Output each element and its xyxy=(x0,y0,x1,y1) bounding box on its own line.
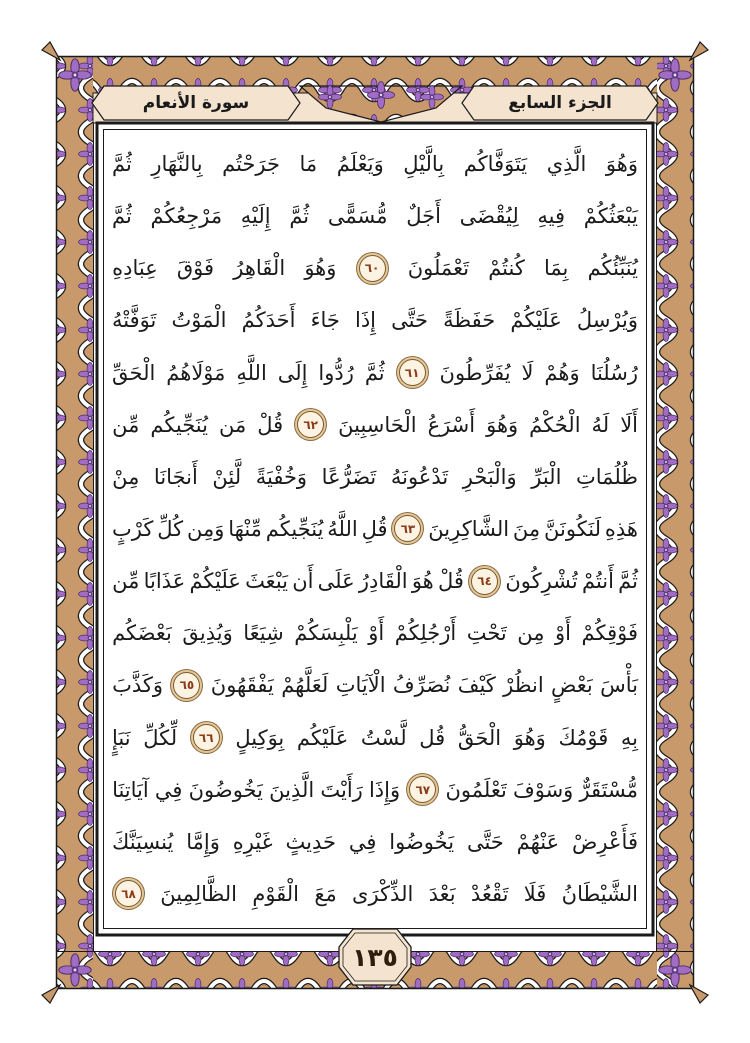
quran-word: مُّسْتَقَرٌّ xyxy=(579,777,638,802)
quran-word: الْحَقِّ xyxy=(112,360,156,385)
quran-word: وَهُوَ xyxy=(513,725,546,750)
quran-word: هُوَ xyxy=(411,569,434,594)
quran-word: الْمَوْتُ xyxy=(171,308,227,333)
quran-word: شِيَعًا xyxy=(243,621,284,646)
quran-word: الَّذِي xyxy=(546,152,587,176)
quran-word: إِلَيْهِ xyxy=(240,204,271,229)
quran-word: مِنْ xyxy=(112,464,140,489)
quran-line xyxy=(112,713,638,763)
quran-word: الَّذِينَ xyxy=(269,777,315,802)
quran-line xyxy=(112,139,638,189)
quran-word: ثُمَّ xyxy=(112,152,132,176)
quran-word: مِّن xyxy=(112,412,140,437)
quran-word: آيَاتِنَا xyxy=(112,777,149,802)
quran-word: لَهُ xyxy=(591,412,610,437)
quran-word: عَلَيْكُمْ xyxy=(189,569,241,594)
quran-line xyxy=(112,765,638,815)
quran-word: لَنَكُونَنَّ xyxy=(544,516,602,541)
quran-line xyxy=(112,869,638,919)
quran-word: لَا xyxy=(521,360,534,385)
quran-word: أَرْجُلِكُمْ xyxy=(394,621,457,646)
quran-word: حَتَّى xyxy=(391,308,428,333)
quran-word: يُنَجِّيكُم xyxy=(265,516,324,541)
quran-word: مَا xyxy=(299,152,318,176)
quran-word: حَتَّى xyxy=(466,829,504,854)
quran-line xyxy=(112,817,638,867)
quran-word: نَبَإٍ xyxy=(112,725,131,750)
quran-word: مِّن xyxy=(112,569,140,594)
surah-header-label: سورة الأنعام xyxy=(142,93,250,113)
quran-word: فِي xyxy=(348,829,377,854)
quran-word: تُشْرِكُونَ xyxy=(505,569,578,594)
quran-word: الْحَاسِبِينَ xyxy=(338,412,417,437)
quran-line xyxy=(112,243,638,293)
quran-word: رَأَيْتَ xyxy=(320,777,363,802)
quran-word: وَهُوَ xyxy=(486,412,519,437)
quran-word: مِنَ xyxy=(512,516,541,541)
quran-word: لَّئِنْ xyxy=(212,464,242,489)
quran-word: وَالْبَحْرِ xyxy=(462,464,517,489)
quran-word: يَلْبِسَكُمْ xyxy=(294,621,358,646)
quran-word: إِلَى xyxy=(277,360,308,385)
border-band-left xyxy=(57,57,93,988)
quran-word: رُدُّوا xyxy=(318,360,354,385)
quran-line xyxy=(112,295,638,345)
quran-word: يُنَبِّئُكُم xyxy=(587,256,638,281)
quran-word: عَنْهُمْ xyxy=(516,829,560,854)
quran-word: مَرْجِعُكُمْ xyxy=(150,204,223,229)
quran-word: يَبْعَثَ xyxy=(245,569,288,594)
quran-word: يُنَجِّيكُم xyxy=(150,412,208,437)
quran-word: وَسَوْفَ xyxy=(512,777,574,802)
quran-word: فَوْقَ xyxy=(176,256,215,281)
quran-word: تَحْتِ xyxy=(466,621,507,646)
quran-word: أَحَدَكُمُ xyxy=(241,308,296,333)
quran-word: وَهُوَ xyxy=(605,152,638,176)
quran-word: تَوَفَّتْهُ xyxy=(112,308,157,333)
quran-word: الشَّاكِرِينَ xyxy=(428,516,510,541)
quran-word: فِي xyxy=(154,777,183,802)
quran-word: انظُرْ xyxy=(503,673,544,698)
quran-word: تَعْمَلُونَ xyxy=(407,256,470,281)
quran-word: إِذَا xyxy=(355,308,377,333)
quran-word: حَفَظَةً xyxy=(443,308,496,333)
quran-word: وَمِن xyxy=(187,516,225,541)
quran-word: يُنسِيَنَّكَ xyxy=(112,829,174,854)
quran-word: وَيَعْلَمُ xyxy=(336,152,384,176)
quran-word: تَضَرُّعًا xyxy=(321,464,377,489)
quran-word: نُصَرِّفُ xyxy=(392,673,451,698)
quran-word: الْحَقُّ xyxy=(457,725,502,750)
quran-word: بَعْدَ xyxy=(428,881,456,906)
quran-line xyxy=(112,348,638,398)
quran-word: بَعْضٍ xyxy=(551,673,593,698)
quran-word: أَوْ xyxy=(368,621,385,646)
quran-word: يَخُوضُوا xyxy=(389,829,455,854)
quran-word: قُل xyxy=(419,725,446,750)
quran-word: يَخُوضُونَ xyxy=(188,777,263,802)
quran-word: حَدِيثٍ xyxy=(285,829,336,854)
ayah-end-marker: ٦٦ xyxy=(193,724,220,751)
quran-word: مَن xyxy=(218,412,247,437)
quran-word: بِهِ xyxy=(620,725,638,750)
quran-word: جَاءَ xyxy=(310,308,340,333)
quran-word: الْقَوْمِ xyxy=(252,881,300,906)
quran-word: وَكَذَّبَ xyxy=(112,673,164,698)
quran-word: أَن xyxy=(292,569,314,594)
quran-word: كُنتُمْ xyxy=(488,256,525,281)
quran-word: يُفَرِّطُونَ xyxy=(439,360,511,385)
quran-word: يَتَوَفَّاكُم xyxy=(463,152,528,176)
quran-word: الْقَاهِرُ xyxy=(233,256,286,281)
quran-line xyxy=(112,191,638,241)
quran-line xyxy=(112,400,638,450)
quran-word: ثُمَّ xyxy=(112,204,132,229)
quran-word: تَدْعُونَهُ xyxy=(390,464,449,489)
quran-word: عَلَيْكُم xyxy=(296,725,349,750)
quran-word: أَنجَانَا xyxy=(153,464,198,489)
quran-word: لَعَلَّهُمْ xyxy=(281,673,329,698)
quran-word: عَلَى xyxy=(317,569,355,594)
quran-word: بَأْسَ xyxy=(600,673,638,698)
quran-word: وَهُمْ xyxy=(544,360,580,385)
quran-word: الشَّيْطَانُ xyxy=(561,881,638,906)
page-number: ١٣٥ xyxy=(352,942,398,972)
ayah-end-marker: ٦١ xyxy=(399,359,426,386)
quran-word: أَنتُمْ xyxy=(581,569,614,594)
quran-word: رُسُلُنَا xyxy=(590,360,638,385)
quran-word: أَجَلٌ xyxy=(406,204,441,229)
quran-word: قُلْ xyxy=(257,412,284,437)
quran-word: أَوْ xyxy=(555,621,571,646)
quran-word: يَفْقَهُونَ xyxy=(210,673,274,698)
quran-word: ثُمَّ xyxy=(364,360,385,385)
quran-word: هَذِهِ xyxy=(604,516,638,541)
quran-word: بِالنَّهَارِ xyxy=(151,152,203,176)
quran-word: الظَّالِمِينَ xyxy=(160,881,238,906)
quran-line xyxy=(112,660,638,710)
quran-word: قَوْمُكَ xyxy=(558,725,609,750)
quran-word: لَّسْتُ xyxy=(360,725,407,750)
ayah-end-marker: ٦٣ xyxy=(394,515,421,542)
ayah-end-marker: ٦٧ xyxy=(409,776,436,803)
quran-word: الْبَرِّ xyxy=(531,464,562,489)
border-band-right xyxy=(657,57,693,988)
quran-text-block xyxy=(112,133,638,925)
quran-word: وَخُفْيَةً xyxy=(255,464,308,489)
quran-word: مِن xyxy=(517,621,545,646)
ayah-end-marker: ٦٥ xyxy=(173,672,200,699)
quran-word: بَعْضَكُم xyxy=(112,621,172,646)
quran-word: يَبْعَثُكُمْ xyxy=(583,204,638,229)
quran-word: بِالَّيْلِ xyxy=(403,152,445,176)
juz-header-label: الجزء السابع xyxy=(508,93,612,113)
quran-word: مَوْلَاهُمُ xyxy=(166,360,226,385)
quran-word: فَوْقِكُمْ xyxy=(581,621,638,646)
quran-word: الْحُكْمُ xyxy=(529,412,581,437)
quran-word: كَيْفَ xyxy=(457,673,496,698)
quran-word: فَأَعْرِضْ xyxy=(572,829,638,854)
ayah-end-marker: ٦٨ xyxy=(115,880,142,907)
quran-word: مِّنْهَا xyxy=(228,516,262,541)
quran-word: وَيُرْسِلُ xyxy=(576,308,638,333)
quran-word: لِّكُلِّ xyxy=(143,725,178,750)
quran-word: الْآيَاتِ xyxy=(335,673,386,698)
quran-word: ثُمَّ xyxy=(618,569,638,594)
ayah-end-marker: ٦٤ xyxy=(471,568,498,595)
quran-word: قُلْ xyxy=(437,569,464,594)
quran-line xyxy=(112,556,638,606)
quran-word: مُّسَمًّى xyxy=(327,204,388,229)
quran-word: أَسْرَعُ xyxy=(427,412,476,437)
quran-word: كَرْبٍ xyxy=(112,516,154,541)
quran-line xyxy=(112,608,638,658)
quran-word: الذِّكْرَى xyxy=(352,881,414,906)
quran-word: بِوَكِيلٍ xyxy=(235,725,285,750)
quran-word: بِمَا xyxy=(544,256,569,281)
quran-word: جَرَحْتُم xyxy=(222,152,280,176)
quran-word: عَذَابًا xyxy=(143,569,186,594)
quran-word: وَيُذِيقَ xyxy=(182,621,233,646)
quran-word: اللَّهِ xyxy=(236,360,267,385)
quran-word: فَلَا xyxy=(523,881,547,906)
quran-word: قُلِ xyxy=(361,516,388,541)
quran-word: كُلِّ xyxy=(157,516,184,541)
quran-word: عَلَيْكُمْ xyxy=(510,308,562,333)
quran-word: تَعْلَمُونَ xyxy=(445,777,507,802)
quran-line xyxy=(112,504,638,554)
quran-word: وَهُوَ xyxy=(304,256,337,281)
ayah-end-marker: ٦٠ xyxy=(359,255,386,282)
quran-word: ظُلُمَاتِ xyxy=(576,464,638,489)
quran-word: ثُمَّ xyxy=(289,204,310,229)
quran-line xyxy=(112,452,638,502)
quran-word: فِيهِ xyxy=(537,204,566,229)
quran-word: تَقْعُدْ xyxy=(470,881,509,906)
quran-word: أَلَا xyxy=(620,412,638,437)
quran-word: مَعَ xyxy=(314,881,337,906)
quran-word: عِبَادِهِ xyxy=(112,256,158,281)
quran-word: غَيْرِهِ xyxy=(232,829,273,854)
quran-word: الْقَادِرُ xyxy=(358,569,408,594)
quran-word: وَإِمَّا xyxy=(186,829,220,854)
ayah-end-marker: ٦٢ xyxy=(297,411,324,438)
quran-word: وَإِذَا xyxy=(368,777,401,802)
quran-word: لِيُقْضَى xyxy=(459,204,519,229)
quran-word: اللَّهُ xyxy=(327,516,358,541)
